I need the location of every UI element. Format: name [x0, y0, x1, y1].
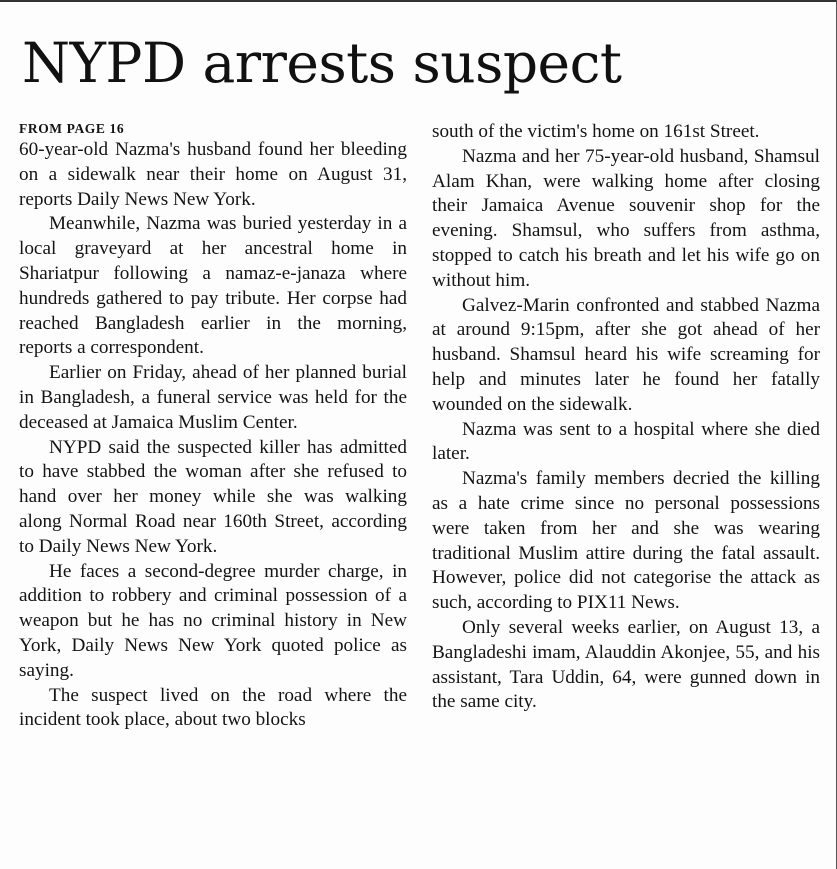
- paragraph: The suspect lived on the road where the incident took place, about two blocks: [19, 684, 407, 731]
- paragraph: Nazma and her 75-year-old husband, Shamsul Alam Khan, were walking home after closing their Jamaica Avenue souvenir shop for the evening. Shamsul, who suffers from asthma, stopped to catch his breath and let his wife go on without him.: [432, 145, 820, 291]
- paragraph: He faces a second-degree murder charge, in addition to robbery and criminal possession of a weapon but he has no criminal history in New York, Daily News New York quoted police as saying.: [19, 560, 407, 681]
- continued-from-kicker: FROM PAGE 16: [19, 121, 125, 136]
- paragraph: NYPD said the suspected killer has admitted to have stabbed the woman after she refused to hand over her money while she was walking along Normal Road near 160th Street, according to Daily News New York.: [19, 436, 407, 557]
- headline: NYPD arrests suspect: [22, 31, 622, 95]
- paragraph: south of the victim's home on 161st Street.: [432, 121, 760, 142]
- article-column-right: [432, 120, 820, 715]
- paragraph: Meanwhile, Nazma was buried yesterday in a local graveyard at her ancestral home in Shariatpur following a namaz-e-janaza where hundreds gathered to pay tribute. Her corpse had reached Bangladesh earlier in the morning, reports a correspondent.: [19, 213, 407, 359]
- paragraph: Earlier on Friday, ahead of her planned burial in Bangladesh, a funeral service was held for the deceased at Jamaica Muslim Center.: [19, 362, 407, 433]
- paragraph: Nazma was sent to a hospital where she died later.: [432, 418, 820, 465]
- article-column-left: [19, 120, 407, 733]
- paragraph: Galvez-Marin confronted and stabbed Nazma at around 9:15pm, after she got ahead of her husband. Shamsul heard his wife screaming for help and minutes later he found her fatally wounded on the sidewalk.: [432, 294, 820, 415]
- paragraph: 60-year-old Nazma's husband found her bleeding on a sidewalk near their home on August 31, reports Daily News New York.: [19, 139, 407, 210]
- paragraph: Only several weeks earlier, on August 13, a Bangladeshi imam, Alauddin Akonjee, 55, and his assistant, Tara Uddin, 64, were gunned down in the same city.: [432, 616, 820, 713]
- paragraph: Nazma's family members decried the killing as a hate crime since no personal possessions were taken from her and she was wearing traditional Muslim attire during the fatal assault. However, police did not categorise the attack as such, according to PIX11 News.: [432, 468, 820, 614]
